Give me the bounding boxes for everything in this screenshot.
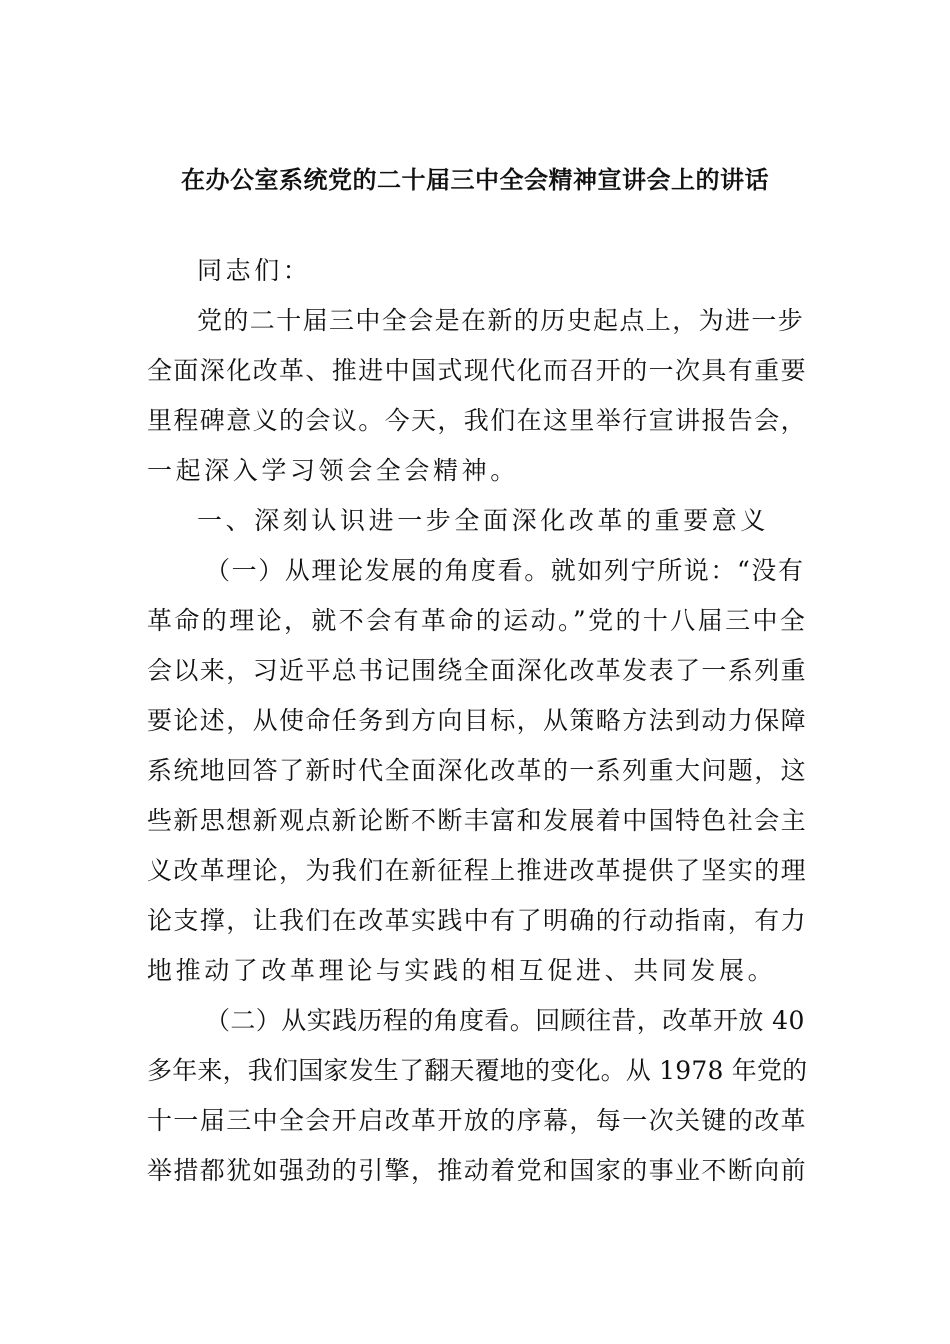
paragraph-line: 系统地回答了新时代全面深化改革的一系列重大问题，这 (147, 756, 808, 785)
section-heading-line: 一、深刻认识进一步全面深化改革的重要意义 (197, 506, 770, 535)
paragraph-line: （一）从理论发展的角度看。就如列宁所说：“没有 (205, 556, 805, 585)
salutation (147, 246, 807, 296)
paragraph-line: 义改革理论，为我们在新征程上推进改革提供了坚实的理 (147, 856, 808, 885)
paragraph-practice (147, 996, 807, 1196)
paragraph-intro (147, 296, 807, 496)
paragraph-line: 党的二十届三中全会是在新的历史起点上，为进一步 (197, 306, 805, 335)
paragraph-line: 举措都犹如强劲的引擎，推动着党和国家的事业不断向前 (147, 1156, 808, 1185)
paragraph-line: 会以来，习近平总书记围绕全面深化改革发表了一系列重 (147, 656, 808, 685)
paragraph-line: 十一届三中全会开启改革开放的序幕，每一次关键的改革 (147, 1106, 808, 1135)
paragraph-theory (147, 546, 807, 996)
salutation-line: 同志们： (197, 256, 312, 285)
paragraph-line: 多年来，我们国家发生了翻天覆地的变化。从 1978 年党的 (147, 1056, 808, 1085)
paragraph-line: 要论述，从使命任务到方向目标，从策略方法到动力保障 (147, 706, 808, 735)
paragraph-line: 些新思想新观点新论断不断丰富和发展着中国特色社会主 (147, 806, 808, 835)
paragraph-line: （二）从实践历程的角度看。回顾往昔，改革开放 40 (205, 1006, 805, 1035)
document-body (147, 246, 807, 1196)
paragraph-line: 地推动了改革理论与实践的相互促进、共同发展。 (147, 956, 777, 985)
document-title: 在办公室系统党的二十届三中全会精神宣讲会上的讲话 (181, 166, 769, 194)
paragraph-line: 论支撑，让我们在改革实践中有了明确的行动指南，有力 (147, 906, 808, 935)
paragraph-line: 全面深化改革、推进中国式现代化而召开的一次具有重要 (147, 356, 808, 385)
paragraph-line: 革命的理论，就不会有革命的运动。”党的十八届三中全 (147, 606, 808, 635)
paragraph-line: 里程碑意义的会议。今天，我们在这里举行宣讲报告会， (147, 406, 808, 435)
paragraph-line: 一起深入学习领会全会精神。 (147, 456, 519, 485)
section-heading (147, 496, 807, 546)
